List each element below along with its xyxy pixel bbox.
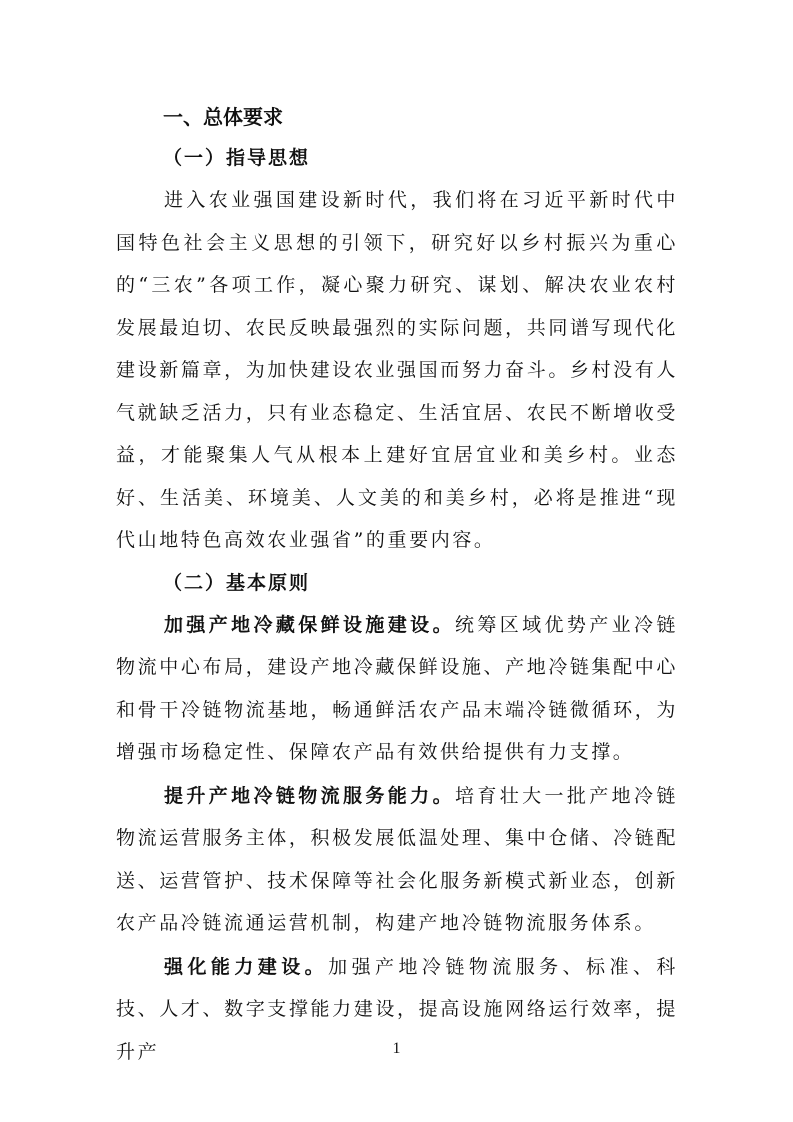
guiding-ideology-paragraph: 进入农业强国建设新时代，我们将在习近平新时代中国特色社会主义思想的引领下，研究好以乡村振兴为重心的“三农”各项工作，凝心聚力研究、谋划、解决农业农村发展最迫切、农民反映最强烈的实际问题，共同谱写现代化建设新篇章，为加快建设农业强国而努力奋斗。乡村没有人气就缺乏活力，只有业态稳定、生活宜居、农民不断增收受益，才能聚集人气从根本上建好宜居宜业和美乡村。业态好、生活美、环境美、人文美的和美乡村，必将是推进“现代山地特色高效农业强省”的重要内容。 — [116, 189, 678, 551]
principle-paragraph-logistics-service — [116, 775, 678, 945]
page-number: 1 — [392, 1040, 401, 1057]
section-heading-general-requirements: 一、总体要求 — [163, 105, 283, 129]
document-body — [116, 97, 678, 1073]
principle-body-text: 统筹区域优势产业冷链物流中心布局，建设产地冷藏保鲜设施、产地冷链集配中心和骨干冷链物流基地，畅通鲜活农产品末端冷链微循环，为增强市场稳定性、保障农产品有效供给提供有力支撑。 — [116, 613, 678, 763]
principle-body-text: 加强产地冷链物流服务、标准、科技、人才、数字支撑能力建设，提高设施网络运行效率，提升产 — [116, 955, 678, 1063]
subsection-heading-basic-principles: （二）基本原则 — [163, 571, 311, 594]
principle-lead-text: 加强产地冷藏保鲜设施建设。 — [164, 613, 455, 636]
principle-paragraph-cold-storage — [116, 604, 678, 774]
principle-lead-text: 强化能力建设。 — [164, 955, 329, 978]
subsection-heading-guiding-ideology: （一）指导思想 — [163, 147, 311, 169]
principle-lead-text: 提升产地冷链物流服务能力。 — [164, 784, 455, 807]
principle-body-text: 培育壮大一批产地冷链物流运营服务主体，积极发展低温处理、集中仓储、冷链配送、运营管护、技术保障等社会化服务新模式新业态，创新农产品冷链流通运营机制，构建产地冷链物流服务体系。 — [116, 784, 678, 934]
